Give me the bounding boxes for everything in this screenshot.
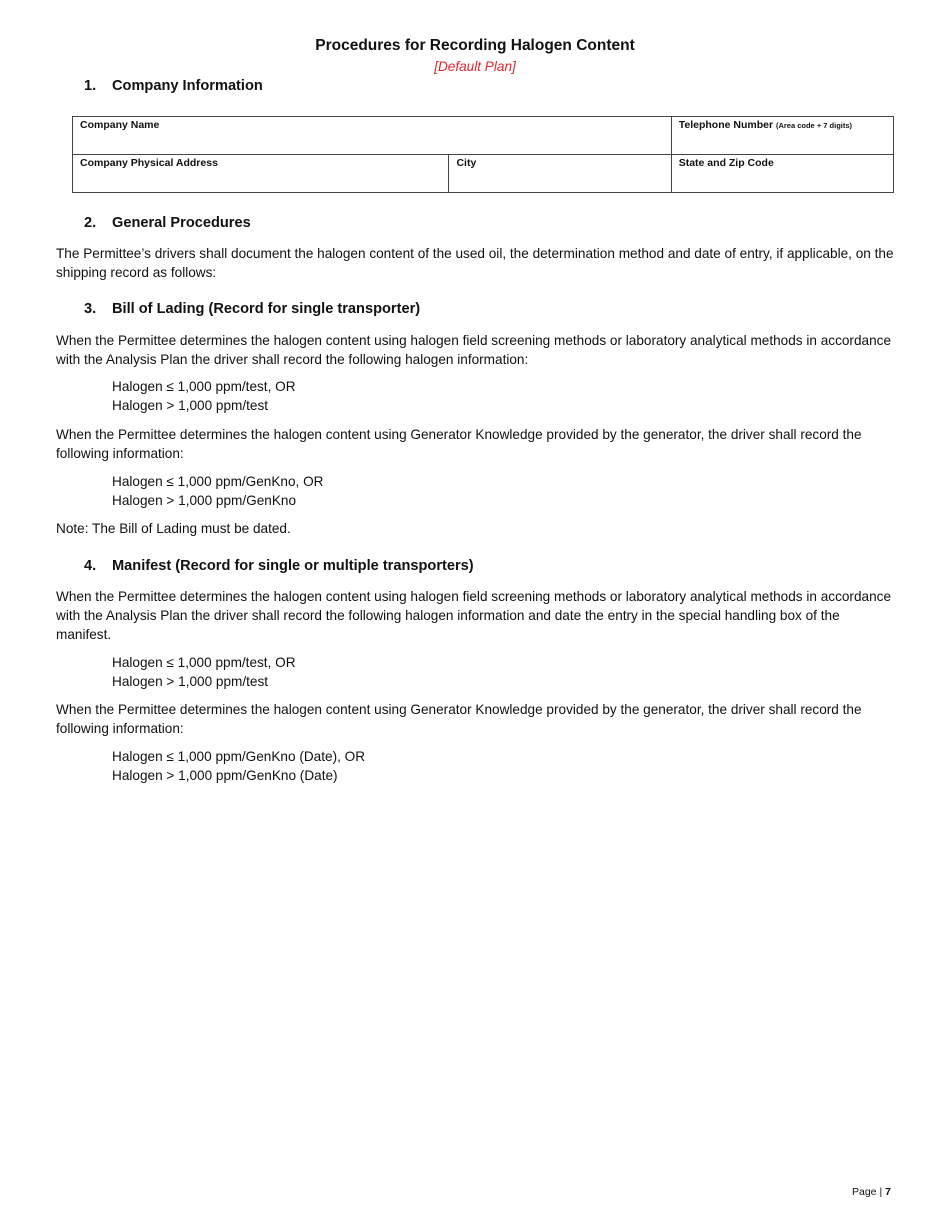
page-subtitle: [Default Plan]: [434, 59, 516, 74]
page-label: Page |: [852, 1186, 883, 1198]
bol-note: Note: The Bill of Lading must be dated.: [56, 521, 291, 536]
section-title: General Procedures: [112, 215, 251, 231]
section-number: 4.: [84, 558, 97, 574]
bol-paragraph-1: When the Permittee determines the halogen content using halogen field screening methods or laboratory analytical methods in accordance with the Analysis Plan the driver shall record the following halogen information:: [56, 333, 892, 367]
section-heading-1: [84, 78, 263, 94]
section-number: 2.: [84, 215, 97, 231]
section-heading-3: [84, 301, 420, 317]
section-heading-2: [84, 215, 251, 231]
address-label: Company Physical Address: [80, 157, 218, 169]
state-zip-field[interactable]: [671, 155, 893, 193]
city-field[interactable]: [449, 155, 671, 193]
bol-list-2: [112, 472, 324, 510]
section-title: Company Information: [112, 78, 263, 94]
address-field[interactable]: [73, 155, 449, 193]
manifest-paragraph-1: When the Permittee determines the halogen content using halogen field screening methods or laboratory analytical methods in accordance with the Analysis Plan the driver shall record the following halogen information and date the entry in the special handling box of the manifest.: [56, 589, 892, 642]
page-title: Procedures for Recording Halogen Content: [315, 37, 635, 54]
list-item: Halogen > 1,000 ppm/test: [112, 674, 269, 689]
telephone-field[interactable]: [671, 117, 893, 155]
state-zip-label: State and Zip Code: [678, 157, 774, 169]
section-number: 1.: [84, 78, 97, 94]
telephone-label: Telephone Number: [678, 119, 774, 131]
manifest-list-1: [112, 653, 296, 691]
company-name-label: Company Name: [80, 119, 160, 131]
list-item: Halogen ≤ 1,000 ppm/GenKno, OR: [112, 474, 324, 489]
list-item: Halogen ≤ 1,000 ppm/test, OR: [112, 379, 296, 394]
list-item: Halogen > 1,000 ppm/test: [112, 398, 269, 413]
general-paragraph: The Permittee’s drivers shall document the halogen content of the used oil, the determination method and date of entry, if applicable, on the shipping record as follows:: [56, 246, 894, 280]
section-heading-4: [84, 558, 474, 574]
company-name-field[interactable]: [73, 117, 672, 155]
city-label: City: [456, 157, 477, 169]
telephone-note: (Area code + 7 digits): [775, 121, 853, 130]
list-item: Halogen > 1,000 ppm/GenKno (Date): [112, 768, 338, 783]
bol-paragraph-2: When the Permittee determines the halogen content using Generator Knowledge provided by the generator, the driver shall record the following information:: [56, 427, 862, 461]
section-title: Manifest (Record for single or multiple transporters): [112, 558, 474, 574]
list-item: Halogen ≤ 1,000 ppm/test, OR: [112, 655, 296, 670]
list-item: Halogen ≤ 1,000 ppm/GenKno (Date), OR: [112, 749, 366, 764]
manifest-paragraph-2: When the Permittee determines the halogen content using Generator Knowledge provided by the generator, the driver shall record the following information:: [56, 702, 862, 736]
section-title: Bill of Lading (Record for single transporter): [112, 301, 421, 317]
page-footer: [852, 1186, 891, 1198]
page-number: 7: [885, 1186, 891, 1198]
bol-list-1: [112, 377, 296, 415]
list-item: Halogen > 1,000 ppm/GenKno: [112, 493, 297, 508]
section-number: 3.: [84, 301, 97, 317]
manifest-list-2: [112, 747, 365, 785]
company-info-table: [72, 116, 894, 193]
